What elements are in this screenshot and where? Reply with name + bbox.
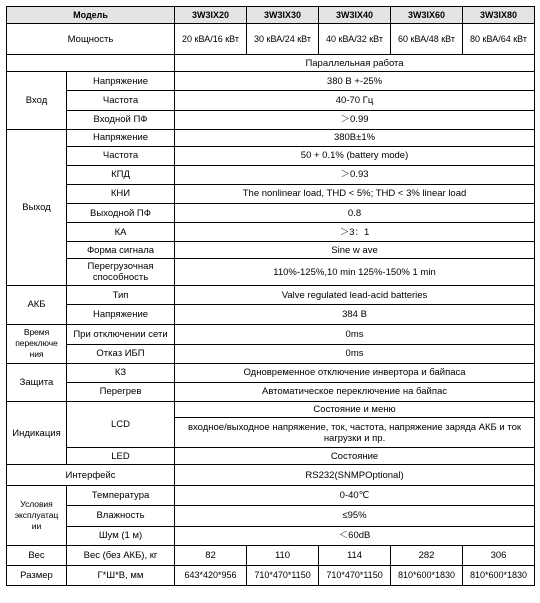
size-label: Г*Ш*В, мм (67, 565, 175, 585)
input-row (7, 91, 535, 110)
weight-value: 82 (175, 545, 247, 565)
power-value: 60 кВА/48 кВт (391, 24, 463, 55)
input-group-label: Вход (7, 72, 67, 129)
model-name: 3W3IX40 (319, 7, 391, 24)
header-row (7, 7, 535, 24)
weight-value: 282 (391, 545, 463, 565)
protection-overheat-label: Перегрев (67, 382, 175, 401)
parallel-row (7, 55, 535, 72)
output-crest-value: ＞3：1 (175, 223, 535, 242)
model-label: Модель (7, 7, 175, 24)
power-row (7, 24, 535, 55)
output-row (7, 203, 535, 222)
size-value: 643*420*956 (175, 565, 247, 585)
spec-table (6, 6, 535, 586)
environment-temperature-value: 0-40℃ (175, 486, 535, 506)
size-value: 710*470*1150 (319, 565, 391, 585)
input-voltage-value: 380 В +-25% (175, 72, 535, 91)
model-name: 3W3IX20 (175, 7, 247, 24)
output-overload-value: 110%-125%,10 min 125%-150% 1 min (175, 259, 535, 286)
weight-value: 110 (247, 545, 319, 565)
empty-cell (7, 55, 175, 72)
model-name: 3W3IX60 (391, 7, 463, 24)
power-value: 20 кВА/16 кВт (175, 24, 247, 55)
protection-overheat-value: Автоматическое переключение на байпас (175, 382, 535, 401)
output-row (7, 129, 535, 146)
model-name: 3W3IX30 (247, 7, 319, 24)
environment-group-label: Условия эксплуатац ии (7, 486, 67, 545)
environment-temperature-label: Температура (67, 486, 175, 506)
environment-row (7, 526, 535, 545)
output-waveform-value: Sine w ave (175, 242, 535, 259)
output-row (7, 259, 535, 286)
interface-value: RS232(SNMPOptional) (175, 465, 535, 486)
weight-label: Вес (без АКБ), кг (67, 545, 175, 565)
output-frequency-value: 50 + 0.1% (battery mode) (175, 146, 535, 165)
weight-value: 114 (319, 545, 391, 565)
protection-row (7, 382, 535, 401)
protection-group-label: Защита (7, 363, 67, 401)
indication-lcd-value: входное/выходное напряжение, ток, частота, напряжение заряда АКБ и ток нагрузки и пр. (175, 418, 535, 448)
output-efficiency-value: ＞0.93 (175, 165, 535, 184)
protection-row (7, 363, 535, 382)
output-crest-label: КА (67, 223, 175, 242)
environment-humidity-label: Влажность (67, 506, 175, 526)
power-value: 80 кВА/64 кВт (463, 24, 535, 55)
environment-noise-value: ＜60dB (175, 526, 535, 545)
transfer-row (7, 324, 535, 344)
environment-noise-label: Шум (1 м) (67, 526, 175, 545)
protection-short-label: КЗ (67, 363, 175, 382)
transfer-mains-value: 0ms (175, 324, 535, 344)
power-label: Мощность (7, 24, 175, 55)
size-row (7, 565, 535, 585)
interface-label: Интерфейс (7, 465, 175, 486)
environment-row (7, 486, 535, 506)
transfer-ups-value: 0ms (175, 344, 535, 363)
battery-row (7, 286, 535, 305)
size-value: 710*470*1150 (247, 565, 319, 585)
battery-row (7, 305, 535, 324)
transfer-group-label: Время переключе ния (7, 324, 67, 363)
weight-group-label: Вес (7, 545, 67, 565)
output-row (7, 242, 535, 259)
power-value: 30 кВА/24 кВт (247, 24, 319, 55)
output-frequency-label: Частота (67, 146, 175, 165)
weight-row (7, 545, 535, 565)
input-frequency-label: Частота (67, 91, 175, 110)
transfer-mains-label: При отключении сети (67, 324, 175, 344)
indication-group-label: Индикация (7, 401, 67, 464)
protection-short-value: Одновременное отключение инвертора и байпаса (175, 363, 535, 382)
weight-value: 306 (463, 545, 535, 565)
output-pf-value: 0.8 (175, 203, 535, 222)
output-row (7, 165, 535, 184)
output-efficiency-label: КПД (67, 165, 175, 184)
output-overload-label: Перегрузочная способность (67, 259, 175, 286)
size-value: 810*600*1830 (463, 565, 535, 585)
indication-led-label: LED (67, 448, 175, 465)
interface-row (7, 465, 535, 486)
indication-led-value: Состояние (175, 448, 535, 465)
battery-voltage-value: 384 В (175, 305, 535, 324)
battery-voltage-label: Напряжение (67, 305, 175, 324)
parallel-value: Параллельная работа (175, 55, 535, 72)
battery-group-label: АКБ (7, 286, 67, 324)
input-row (7, 72, 535, 91)
output-voltage-value: 380В±1% (175, 129, 535, 146)
size-group-label: Размер (7, 565, 67, 585)
output-pf-label: Выходной ПФ (67, 203, 175, 222)
input-pf-value: ＞0.99 (175, 110, 535, 129)
battery-type-value: Valve regulated lead-acid batteries (175, 286, 535, 305)
output-thd-label: КНИ (67, 184, 175, 203)
input-pf-label: Входной ПФ (67, 110, 175, 129)
model-name: 3W3IX80 (463, 7, 535, 24)
indication-lcd-label: LCD (67, 401, 175, 447)
output-waveform-label: Форма сигнала (67, 242, 175, 259)
indication-lcd-value: Состояние и меню (175, 401, 535, 417)
environment-row (7, 506, 535, 526)
power-value: 40 кВА/32 кВт (319, 24, 391, 55)
output-row (7, 184, 535, 203)
battery-type-label: Тип (67, 286, 175, 305)
indication-row (7, 448, 535, 465)
transfer-row (7, 344, 535, 363)
indication-row (7, 401, 535, 417)
size-value: 810*600*1830 (391, 565, 463, 585)
output-row (7, 223, 535, 242)
input-voltage-label: Напряжение (67, 72, 175, 91)
input-row (7, 110, 535, 129)
environment-humidity-value: ≤95% (175, 506, 535, 526)
output-group-label: Выход (7, 129, 67, 286)
output-row (7, 146, 535, 165)
output-thd-value: The nonlinear load, THD < 5%; THD < 3% linear load (175, 184, 535, 203)
transfer-ups-label: Отказ ИБП (67, 344, 175, 363)
input-frequency-value: 40-70 Гц (175, 91, 535, 110)
output-voltage-label: Напряжение (67, 129, 175, 146)
